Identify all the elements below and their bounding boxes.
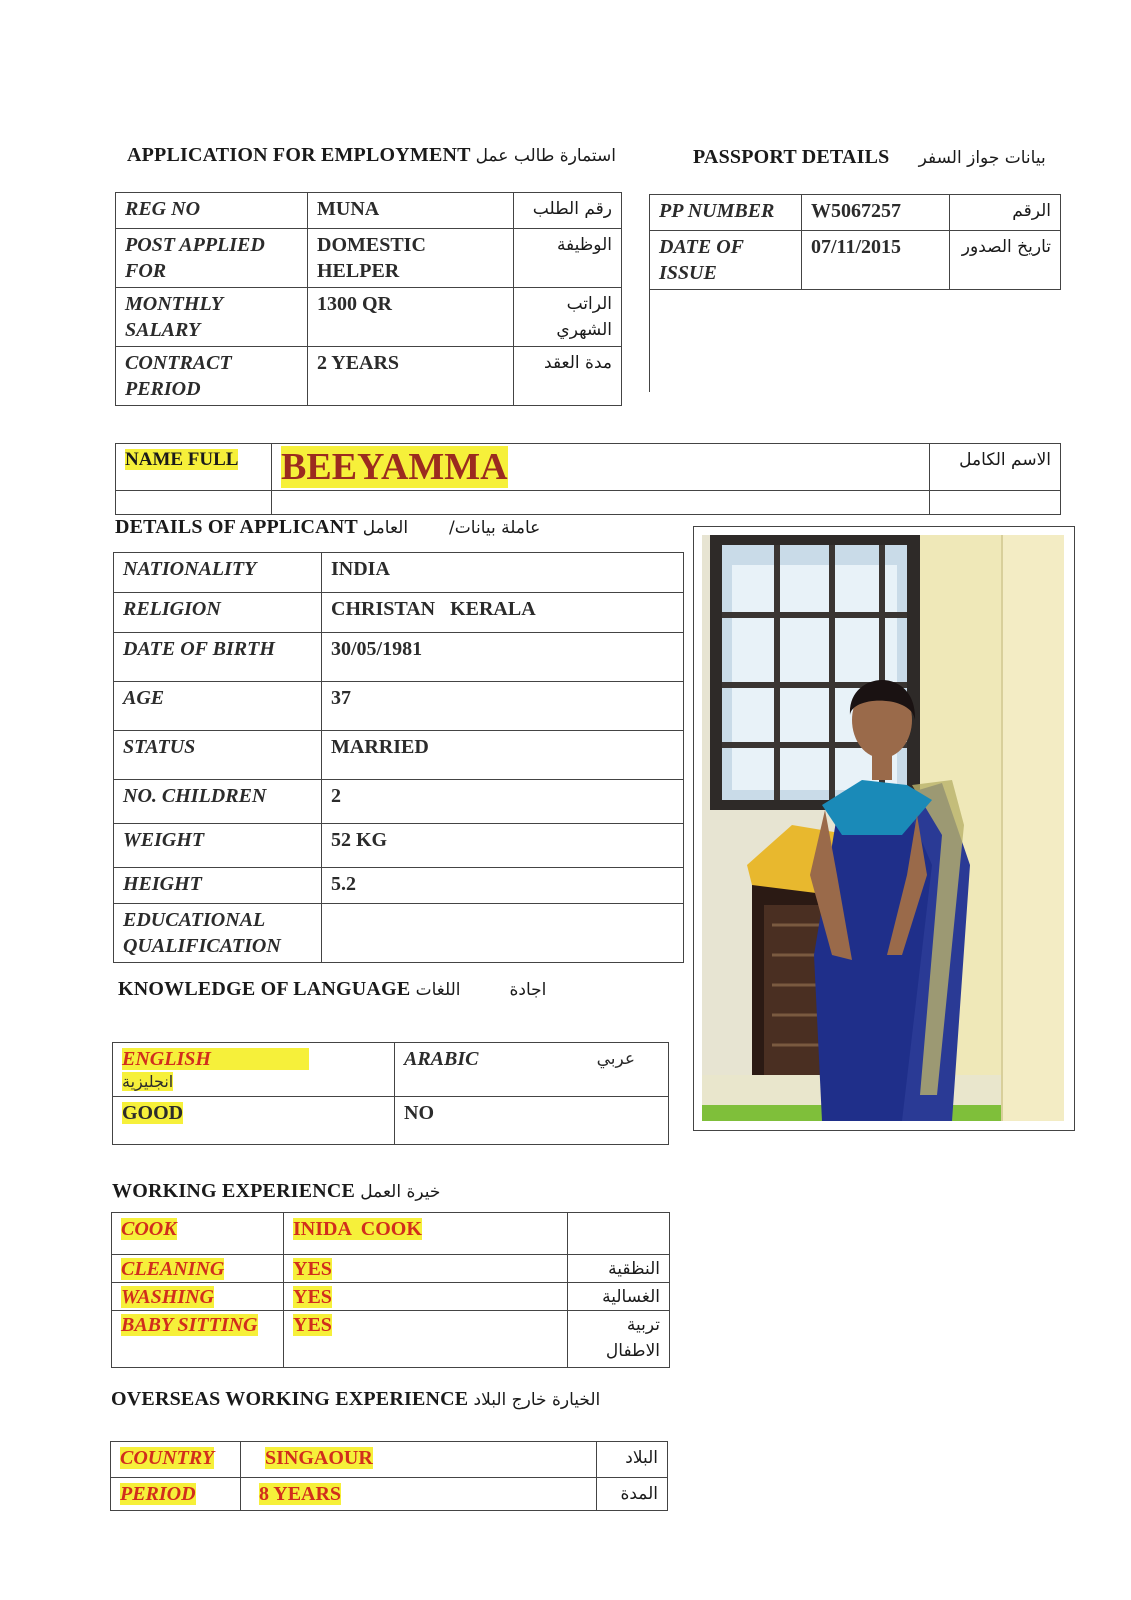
language-heading-ar2: اجادة [509,980,547,1000]
table-row [116,444,1061,491]
country-label-ar: البلاد [597,1442,668,1478]
application-heading-ar: استمارة طالب عمل [475,146,617,166]
age-label: AGE [114,682,322,731]
table-row [112,1283,670,1311]
overseas-heading: OVERSEAS WORKING EXPERIENCE الخيارة خارج البلاد [111,1388,601,1410]
pp-number-label: PP NUMBER [650,195,802,231]
application-heading: APPLICATION FOR EMPLOYMENT استمارة طالب عمل [127,144,617,166]
experience-heading: WORKING EXPERIENCE خيرة العمل [112,1180,441,1202]
date-of-issue-label: DATE OF ISSUE [650,231,802,290]
date-of-issue-value: 07/11/2015 [802,231,950,290]
experience-heading-ar: خيرة العمل [360,1182,441,1202]
experience-table [111,1212,670,1368]
monthly-salary-label: MONTHLY SALARY [116,288,308,347]
english-label-ar: انجليزية [122,1072,174,1091]
table-row [650,195,1061,231]
cook-label-ar [568,1213,670,1255]
arabic-value: NO [395,1097,669,1145]
washing-value: YES [293,1286,332,1308]
baby-sitting-label-ar: تربية الاطفال [568,1311,670,1368]
arabic-label-ar: عربي [596,1049,635,1069]
overseas-table [110,1441,668,1511]
post-applied-value: DOMESTIC HELPER [308,229,514,288]
table-row [116,491,1061,515]
period-label-ar: المدة [597,1478,668,1511]
language-heading: KNOWLEDGE OF LANGUAGE اللغات اجادة [118,978,547,1000]
table-row [112,1255,670,1283]
post-applied-label-ar: الوظيفة [514,229,622,288]
cleaning-label-ar: النظقية [568,1255,670,1283]
religion-value: CHRISTAN KERALA [322,593,684,633]
overseas-heading-ar: الخيارة خارج البلاد [473,1390,601,1410]
application-table [115,192,622,406]
applicant-heading-ar2: عاملة بيانات/ [449,518,541,538]
applicant-photo-icon [702,535,1064,1121]
status-value: MARRIED [322,731,684,780]
table-row [116,229,622,288]
period-label: PERIOD [120,1483,196,1505]
date-of-birth-label: DATE OF BIRTH [114,633,322,682]
table-row [113,1043,669,1097]
passport-table [649,194,1061,290]
contract-period-value: 2 YEARS [308,347,514,406]
applicant-heading-ar: العامل [362,518,409,538]
weight-label: WEIGHT [114,824,322,868]
name-full-label-ar: الاسم الكامل [930,444,1061,491]
cleaning-label: CLEANING [121,1258,225,1280]
height-label: HEIGHT [114,868,322,904]
reg-no-label: REG NO [116,193,308,229]
date-of-birth-value: 30/05/1981 [322,633,684,682]
name-table [115,443,1061,515]
table-row [114,780,684,824]
contract-period-label: CONTRACT PERIOD [116,347,308,406]
cook-label: COOK [121,1218,177,1240]
table-row [114,868,684,904]
table-row [111,1442,668,1478]
table-row [114,553,684,593]
table-row [114,904,684,963]
divider [649,284,650,392]
religion-label: RELIGION [114,593,322,633]
table-row [116,288,622,347]
passport-heading: PASSPORT DETAILS بيانات جواز السفر [693,146,1046,168]
table-row [114,682,684,731]
weight-value: 52 KG [322,824,684,868]
passport-heading-ar: بيانات جواز السفر [918,148,1046,168]
post-applied-label: POST APPLIED FOR [116,229,308,288]
age-value: 37 [322,682,684,731]
baby-sitting-label: BABY SITTING [121,1314,258,1336]
children-label: NO. CHILDREN [114,780,322,824]
applicant-heading: DETAILS OF APPLICANT العامل عاملة بيانات/ [115,516,541,538]
height-value: 5.2 [322,868,684,904]
nationality-label: NATIONALITY [114,553,322,593]
applicant-photo-frame [693,526,1075,1131]
country-value: SINGAOUR [265,1447,373,1469]
table-row [114,633,684,682]
education-value [322,904,684,963]
table-row [114,593,684,633]
table-row [650,231,1061,290]
table-row [116,193,622,229]
english-label: ENGLISH [122,1048,309,1070]
language-table [112,1042,669,1145]
reg-no-label-ar: رقم الطلب [514,193,622,229]
pp-number-label-ar: الرقم [950,195,1061,231]
status-label: STATUS [114,731,322,780]
country-label: COUNTRY [120,1447,215,1469]
table-row [113,1097,669,1145]
period-value: 8 YEARS [259,1483,342,1505]
cook-value: INIDA COOK [293,1218,422,1240]
monthly-salary-value: 1300 QR [308,288,514,347]
name-full-value: BEEYAMMA [281,446,508,488]
nationality-value: INDIA [322,553,684,593]
monthly-salary-label-ar: الراتب الشهري [514,288,622,347]
table-row [114,731,684,780]
children-value: 2 [322,780,684,824]
baby-sitting-value: YES [293,1314,332,1336]
washing-label-ar: الغسالية [568,1283,670,1311]
name-full-label: NAME FULL [125,449,239,470]
reg-no-value: MUNA [308,193,514,229]
contract-period-label-ar: مدة العقد [514,347,622,406]
english-value: GOOD [122,1102,184,1124]
arabic-label: ARABIC [404,1048,479,1070]
washing-label: WASHING [121,1286,214,1308]
cleaning-value: YES [293,1258,332,1280]
table-row [112,1311,670,1368]
pp-number-value: W5067257 [802,195,950,231]
table-row [111,1478,668,1511]
date-of-issue-label-ar: تاريخ الصدور [950,231,1061,290]
table-row [114,824,684,868]
table-row [112,1213,670,1255]
education-label: EDUCATIONAL QUALIFICATION [114,904,322,963]
language-heading-ar: اللغات [415,980,461,1000]
table-row [116,347,622,406]
applicant-table [113,552,684,963]
